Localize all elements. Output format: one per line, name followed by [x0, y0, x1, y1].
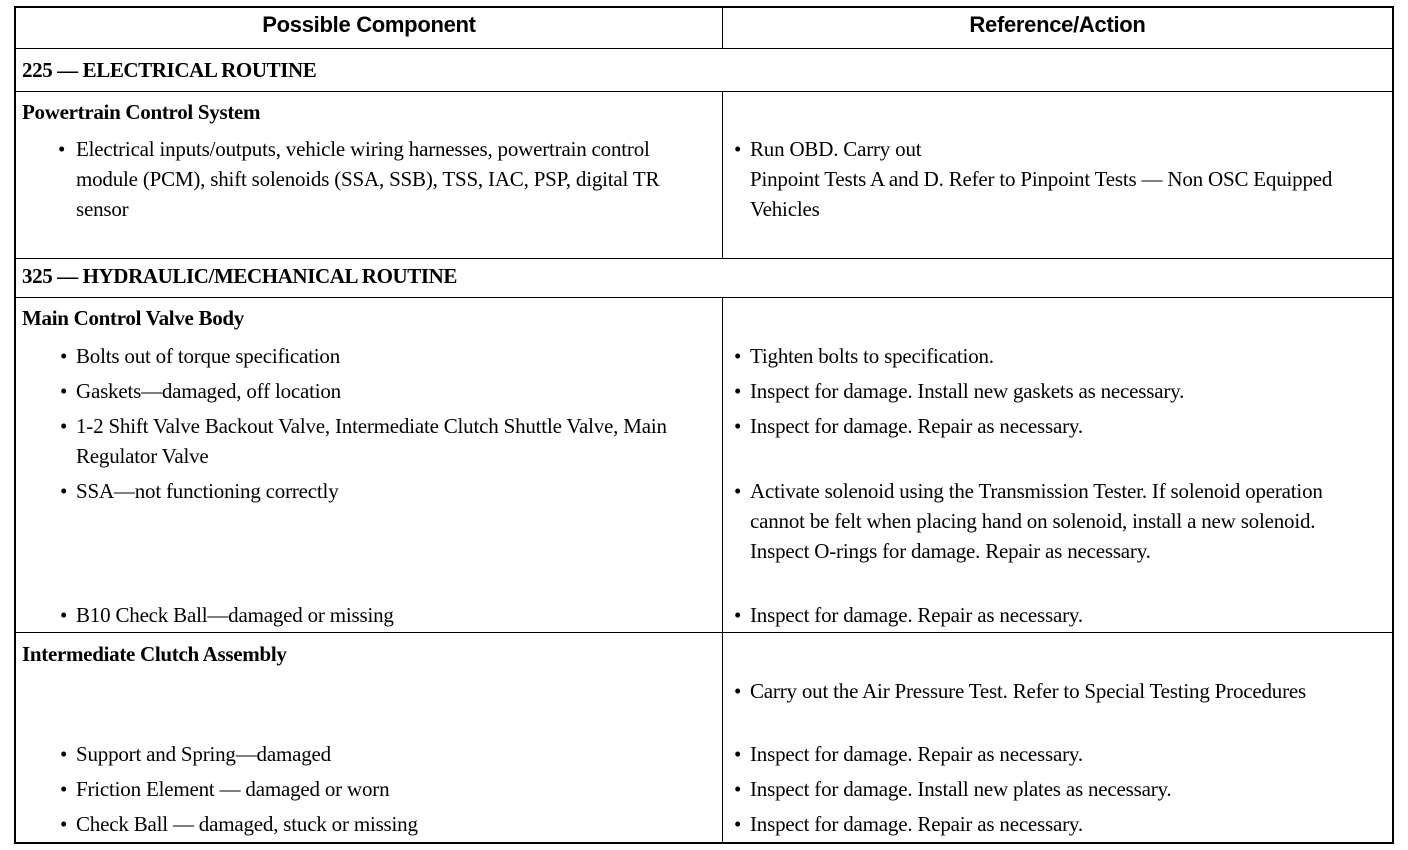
column-divider [722, 298, 723, 844]
group-title-powertrain: Powertrain Control System [22, 100, 261, 124]
bullet: • [734, 777, 742, 801]
component-item: Friction Element — damaged or worn [76, 777, 390, 801]
component-item: 1-2 Shift Valve Backout Valve, Intermediate Clutch Shuttle Valve, Main Regulator Valve [76, 414, 667, 468]
component-item: B10 Check Ball—damaged or missing [76, 603, 394, 627]
bullet: • [734, 812, 742, 836]
bullet: • [734, 679, 742, 703]
action-item: Activate solenoid using the Transmission Tester. If solenoid operation cannot be felt when placing hand on solenoid, install a new solenoid. Inspect O-rings for damage. Repair as necessary. [750, 479, 1323, 563]
component-item: Check Ball — damaged, stuck or missing [76, 812, 418, 836]
action-item: Pinpoint Tests A and D. Refer to Pinpoint Tests — Non OSC Equipped Vehicles [750, 167, 1333, 221]
group-title-valve-body: Main Control Valve Body [22, 306, 244, 330]
bullet: • [734, 137, 742, 161]
group-title-intermediate-clutch: Intermediate Clutch Assembly [22, 642, 287, 666]
bullet: • [60, 414, 68, 438]
bullet: • [60, 777, 68, 801]
action-item: Inspect for damage. Install new gaskets as necessary. [750, 379, 1185, 403]
bullet: • [734, 414, 742, 438]
component-item: Support and Spring—damaged [76, 742, 331, 766]
component-item: Electrical inputs/outputs, vehicle wiring harnesses, powertrain control module (PCM), shift solenoids (SSA, SSB), TSS, IAC, PSP, digital TR sensor [76, 137, 660, 221]
action-item: Inspect for damage. Install new plates as necessary. [750, 777, 1172, 801]
diagnostic-table [14, 6, 1394, 844]
row-rule [16, 258, 1392, 259]
bullet: • [734, 379, 742, 403]
section-title-hydraulic: 325 — HYDRAULIC/MECHANICAL ROUTINE [22, 264, 458, 288]
component-item: Gaskets—damaged, off location [76, 379, 341, 403]
bullet: • [734, 479, 742, 503]
column-divider [722, 92, 723, 259]
row-rule [16, 297, 1392, 298]
bullet: • [60, 344, 68, 368]
bullet: • [60, 479, 68, 503]
header-rule [16, 48, 1392, 49]
component-item: SSA—not functioning correctly [76, 479, 339, 503]
action-item: Inspect for damage. Repair as necessary. [750, 414, 1083, 438]
bullet: • [734, 344, 742, 368]
action-item: Run OBD. Carry out [750, 137, 922, 161]
section-title-electrical: 225 — ELECTRICAL ROUTINE [22, 58, 317, 82]
bullet: • [734, 603, 742, 627]
action-item: Carry out the Air Pressure Test. Refer to Special Testing Procedures [750, 679, 1306, 703]
action-item: Inspect for damage. Repair as necessary. [750, 742, 1083, 766]
bullet: • [60, 603, 68, 627]
component-item: Bolts out of torque specification [76, 344, 341, 368]
action-item: Inspect for damage. Repair as necessary. [750, 603, 1083, 627]
bullet: • [60, 742, 68, 766]
action-item: Inspect for damage. Repair as necessary. [750, 812, 1083, 836]
column-header-component: Possible Component [262, 12, 476, 37]
column-header-action: Reference/Action [969, 12, 1146, 37]
row-rule [16, 632, 1392, 633]
bullet: • [58, 137, 66, 161]
row-rule [16, 91, 1392, 92]
bullet: • [734, 742, 742, 766]
action-item: Tighten bolts to specification. [750, 344, 994, 368]
bullet: • [60, 379, 68, 403]
bullet: • [60, 812, 68, 836]
